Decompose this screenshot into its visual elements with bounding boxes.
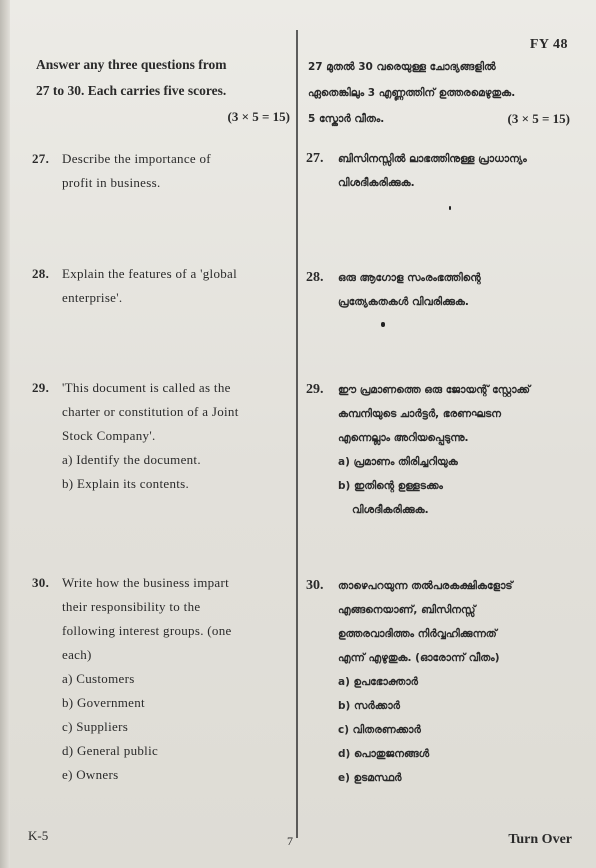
question-number: 28. [306,270,324,285]
question-line: their responsibility to the [62,599,201,614]
question-number: 29. [32,380,50,395]
question-line: Describe the importance of [62,151,211,166]
question-line: following interest groups. (one [62,623,232,638]
question-line: ഉത്തരവാദിത്തം നിർവ്വഹിക്കുന്നത് [338,628,497,640]
question-28-ml [308,266,570,314]
question-28-en [32,262,290,310]
instruction-line: 5 സ്കോർ വീതം. [308,113,385,125]
question-line: Write how the business impart [62,575,230,590]
instruction-line: ഏതെങ്കിലും 3 എണ്ണത്തിന് ഉത്തരമെഴുതുക. [308,87,516,99]
question-number: 30. [306,578,324,593]
question-line: profit in business. [62,175,161,190]
option-a: a) പ്രമാണം തിരിച്ചറിയുക [338,456,458,468]
question-number: 27. [32,151,50,166]
column-divider [296,30,298,838]
ink-speck [381,322,385,327]
question-line: എന്നെല്ലാം അറിയപ്പെടുന്നു. [338,432,469,444]
option-e: e) Owners [62,767,119,782]
question-line: പ്രത്യേകതകൾ വിവരിക്കുക. [338,296,469,308]
question-line: ഈ പ്രമാണത്തെ ഒരു ജോയന്റ് സ്റ്റോക്ക് [338,384,531,396]
option-b: b) Government [62,695,145,710]
question-line: 'This document is called as the [62,380,231,395]
option-c: c) വിതരണക്കാർ [338,724,421,736]
question-line: each) [62,647,92,662]
paper-code: FY 48 [529,37,568,52]
page-number: 7 [287,834,293,848]
question-27-en [32,147,290,195]
question-30-ml [308,574,570,790]
option-d: d) പൊതുജനങ്ങൾ [338,748,430,760]
option-a: a) Identify the document. [62,452,201,467]
option-b-continued: വിശദീകരിക്കുക. [352,504,429,516]
question-line: Explain the features of a 'global [62,266,238,281]
option-b: b) സർക്കാർ [338,700,400,712]
option-c: c) Suppliers [62,719,129,734]
question-number: 28. [32,266,50,281]
question-29-ml [308,378,570,522]
question-number: 27. [306,151,324,166]
instruction-line: Answer any three questions from [36,57,227,72]
question-line: കമ്പനിയുടെ ചാർട്ടർ, ഭരണഘടന [338,408,502,420]
question-line: enterprise'. [62,290,123,305]
question-line: വിശദീകരിക്കുക. [338,177,415,189]
option-e: e) ഉടമസ്ഥർ [338,772,402,784]
english-instructions [36,52,290,130]
question-line: എങ്ങനെയാണ്, ബിസിനസ്സ് [338,604,476,616]
total-score: (3 × 5 = 15) [227,109,290,124]
option-a: a) ഉപഭോക്താർ [338,676,418,688]
malayalam-instructions [308,54,570,132]
option-b: b) Explain its contents. [62,476,190,491]
total-score: (3 × 5 = 15) [507,111,570,126]
option-d: d) General public [62,743,159,758]
question-29-en [32,376,290,496]
question-line: താഴെപറയുന്ന തൽപരകക്ഷികളോട് [338,580,513,592]
option-b: b) ഇതിന്റെ ഉള്ളടക്കം [338,480,443,492]
option-a: a) Customers [62,671,135,686]
question-line: charter or constitution of a Joint [62,404,239,419]
question-30-en [32,571,290,787]
question-line: ഒരു ആഗോള സംരംഭത്തിന്റെ [338,272,481,284]
instruction-line: 27 മുതൽ 30 വരെയുള്ള ചോദ്യങ്ങളിൽ [308,61,496,73]
turn-over-label: Turn Over [508,832,572,847]
question-number: 30. [32,575,50,590]
question-27-ml [308,147,570,195]
instruction-line: 27 to 30. Each carries five scores. [36,83,227,98]
question-line: Stock Company'. [62,428,156,443]
series-code: K-5 [28,828,49,843]
ink-speck [449,206,451,210]
page-fold-shadow [0,0,10,868]
question-line: എന്ന് എഴുതുക. (ഓരോന്ന് വീതം) [338,652,500,664]
question-number: 29. [306,382,324,397]
question-line: ബിസിനസ്സിൽ ലാഭത്തിനുള്ള പ്രാധാന്യം [338,153,527,165]
